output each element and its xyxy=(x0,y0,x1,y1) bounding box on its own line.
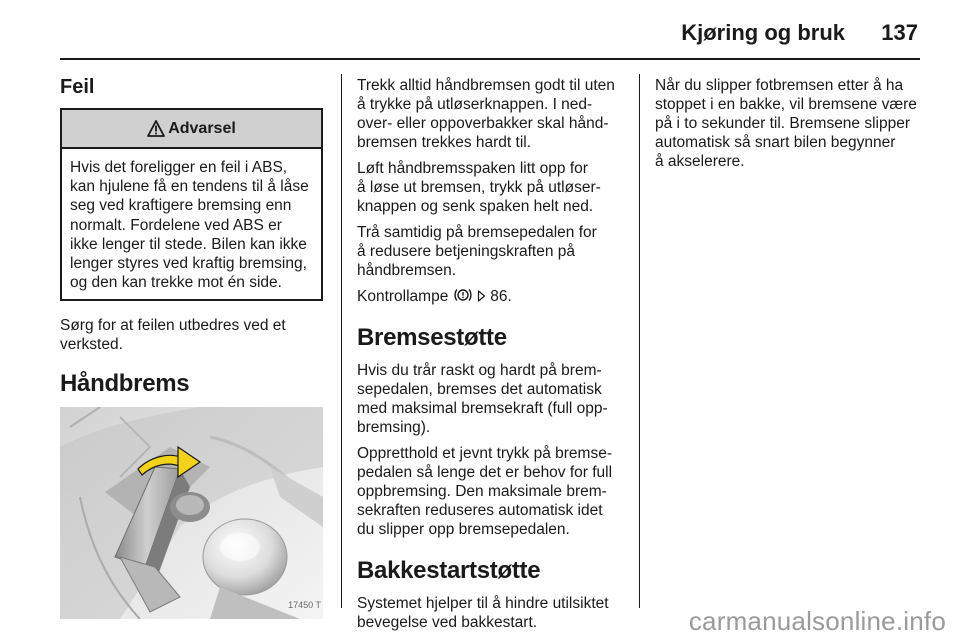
paragraph xyxy=(357,223,625,280)
text-line: bremsen trekkes hardt til. xyxy=(357,134,532,151)
control-lamp-label: Kontrollampe xyxy=(357,288,449,305)
column-3 xyxy=(655,76,925,178)
text-line: Løft håndbremsspaken litt opp for xyxy=(357,160,588,177)
column-1 xyxy=(60,76,325,619)
text-line: Når du slipper fotbremsen etter å ha xyxy=(655,77,904,94)
section-heading-handbrems: Håndbrems xyxy=(60,370,190,398)
text-line: Hvis du trår raskt og hardt på brem- xyxy=(357,362,602,379)
page-reference-arrow-icon xyxy=(477,289,486,303)
text-line: på i to sekunder til. Bremsene slipper xyxy=(655,115,911,132)
text-line: sepedalen, bremses det automatisk xyxy=(357,381,602,398)
text-line: automatisk så snart bilen begynner xyxy=(655,134,896,151)
column-divider-1 xyxy=(341,74,342,608)
text-line: du slipper opp bremsepedalen. xyxy=(357,521,570,538)
warning-box xyxy=(60,108,323,301)
text-line: Sørg for at feilen utbedres ved et xyxy=(60,317,286,335)
chapter-title: Kjøring og bruk xyxy=(681,20,845,45)
text-line: stoppet i en bakke, vil bremsene være xyxy=(655,96,917,113)
text-line: kan hjulene få en tendens til å låse xyxy=(70,178,309,196)
text-line: over- eller oppoverbakker skal hånd- xyxy=(357,115,609,132)
parking-brake-illustration xyxy=(60,407,323,619)
paragraph xyxy=(357,361,625,437)
text-line: Hvis det foreligger en feil i ABS, xyxy=(70,159,288,176)
text-line: Oppretthold et jevnt trykk på bremse- xyxy=(357,445,613,462)
text-line: å akselerere. xyxy=(655,153,745,170)
section-heading-feil: Feil xyxy=(60,76,95,98)
text-line: sekraften reduseres automatisk idet xyxy=(357,502,603,519)
text-line: og den kan trekke mot én side. xyxy=(70,274,282,292)
text-line: lenger styres ved kraftig bremsing, xyxy=(70,255,307,273)
text-line: med maksimal bremsekraft (full opp- xyxy=(357,400,608,417)
paragraph xyxy=(357,76,625,152)
warning-title: Advarsel xyxy=(168,120,236,137)
section-heading-bremsestotte: Bremsestøtte xyxy=(357,324,507,351)
warning-header xyxy=(62,110,321,149)
text-line: Trå samtidig på bremsepedalen for xyxy=(357,224,597,241)
text-line: bremsing). xyxy=(357,419,431,436)
warning-text xyxy=(62,149,321,299)
text-line: Systemet hjelper til å hindre utilsiktet xyxy=(357,595,609,612)
column-divider-2 xyxy=(639,74,640,608)
illustration-code: 17450 T xyxy=(288,600,321,611)
text-line: Trekk alltid håndbremsen godt til uten xyxy=(357,77,615,94)
text-line: oppbremsing. Den maksimale brem- xyxy=(357,483,607,500)
page-number: 137 xyxy=(881,20,918,45)
text-line: å løse ut bremsen, trykk på utløser- xyxy=(357,179,601,196)
text-line: håndbremsen. xyxy=(357,262,457,279)
page-reference[interactable]: 86. xyxy=(490,288,512,305)
text-line: knappen og senk spaken helt ned. xyxy=(357,198,594,215)
section-heading-bakkestartstotte: Bakkestartstøtte xyxy=(357,557,541,584)
paragraph xyxy=(357,594,625,632)
text-line: ikke lenger til stede. Bilen kan ikke xyxy=(70,235,307,253)
paragraph xyxy=(357,159,625,216)
text-line: å redusere betjeningskraften på xyxy=(357,243,576,260)
text-line: verksted. xyxy=(60,336,123,354)
text-line: seg ved kraftigere bremsing enn xyxy=(70,197,292,215)
text-line: normalt. Fordelene ved ABS er xyxy=(70,216,282,234)
text-line: pedalen så lenge det er behov for full xyxy=(357,464,613,481)
page-header xyxy=(0,0,960,60)
paragraph-control-lamp xyxy=(357,287,625,306)
watermark: carmanualsonline.info xyxy=(688,606,946,636)
column-2 xyxy=(357,76,625,639)
paragraph-repair xyxy=(60,316,325,354)
brake-warning-lamp-icon xyxy=(453,287,473,303)
text-line: å trykke på utløserknappen. I ned- xyxy=(357,96,593,113)
paragraph xyxy=(655,76,925,171)
warning-triangle-icon xyxy=(147,120,165,137)
text-line: bevegelse ved bakkestart. xyxy=(357,614,538,631)
header-divider xyxy=(60,58,920,60)
paragraph xyxy=(357,444,625,539)
